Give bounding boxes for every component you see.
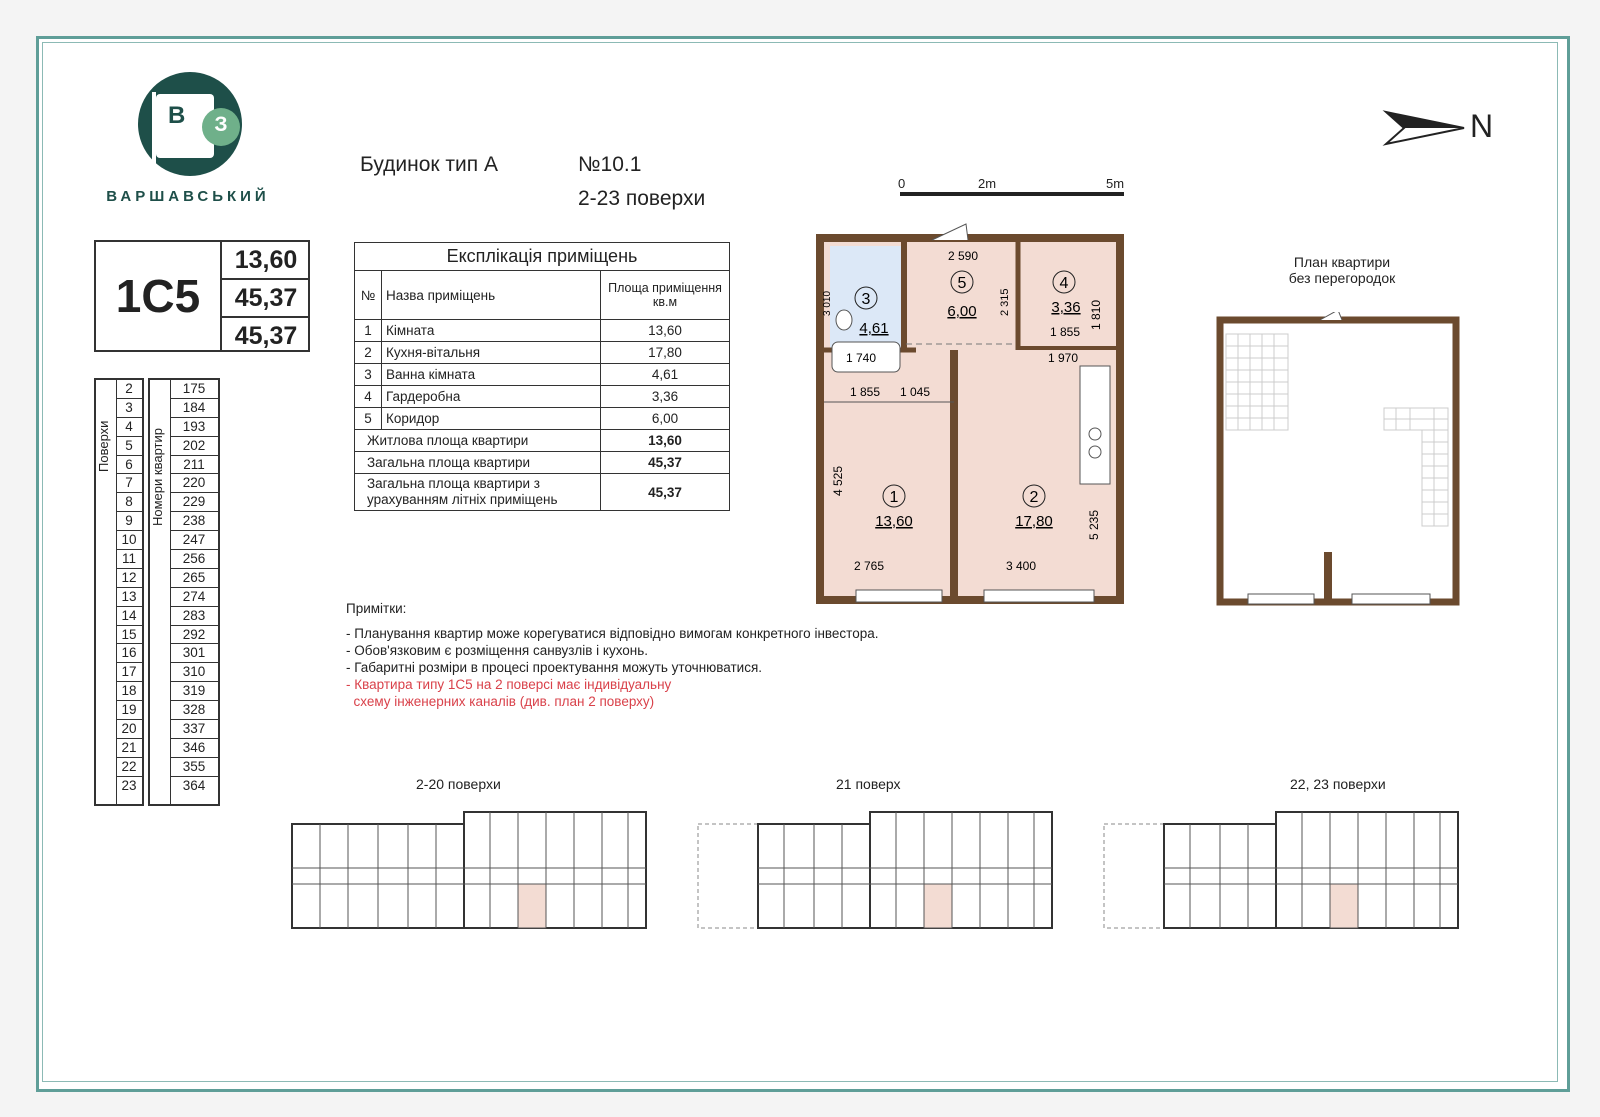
floor-cell: 17 — [116, 663, 142, 682]
apartment-code: 1С5 — [115, 270, 201, 322]
floors-label: Поверхи — [96, 420, 111, 472]
table-row: 4 Гардеробна 3,36 — [355, 386, 730, 408]
floor-plan-21 — [696, 810, 1056, 932]
scale-bar — [900, 192, 1124, 196]
notes — [346, 600, 1006, 710]
apartment-number-cell: 310 — [170, 663, 218, 682]
floor-cell: 23 — [121, 777, 137, 793]
room-1-number: 1 — [889, 489, 899, 506]
floor-cell: 22 — [116, 758, 142, 777]
building-number: №10.1 — [578, 153, 642, 176]
room-2-number: 2 — [1029, 489, 1039, 506]
floor-cell: 9 — [116, 512, 142, 531]
room-3-number: 3 — [861, 291, 871, 308]
dim-label: 1 045 — [900, 385, 931, 399]
room-3-area: 4,61 — [859, 320, 889, 337]
note-item: - Габаритні розміри в процесі проектування можуть уточнюватися. — [346, 660, 763, 675]
open-plan-title: План квартири без перегородок — [1288, 254, 1396, 286]
logo-letter-v: В — [168, 102, 186, 129]
floor-cell: 20 — [116, 720, 142, 739]
brand-logo — [138, 72, 242, 176]
dim-label: 1 855 — [850, 385, 881, 399]
dim-label: 1 740 — [846, 351, 877, 365]
apartment-number-cell: 283 — [170, 607, 218, 626]
apartment-value-living: 13,60 — [222, 242, 310, 280]
total-area-row: Загальна площа квартири 45,37 — [355, 452, 730, 474]
apartment-number-cell: 184 — [170, 399, 218, 418]
apartment-number-cell: 364 — [182, 777, 206, 793]
floor-plan-label-22-23: 22, 23 поверхи — [1290, 776, 1386, 792]
floor-cell: 13 — [116, 588, 142, 607]
apartment-number-cell: 193 — [170, 418, 218, 437]
room-4-area: 3,36 — [1051, 299, 1081, 316]
room-4-number: 4 — [1059, 275, 1069, 292]
apartment-number-cell: 265 — [170, 569, 218, 588]
floor-cell: 10 — [116, 531, 142, 550]
floor-cell: 6 — [116, 456, 142, 475]
logo-pole — [152, 92, 156, 166]
floor-cell: 12 — [116, 569, 142, 588]
floors-apartments-table — [94, 378, 216, 806]
notes-title: Примітки: — [346, 601, 407, 616]
apartment-number-cell: 319 — [170, 682, 218, 701]
floor-cell: 21 — [116, 739, 142, 758]
note-red-line: схему інженерних каналів (див. план 2 поверху) — [346, 694, 655, 709]
room-5-area: 6,00 — [947, 303, 977, 320]
dim-label: 1 970 — [1048, 351, 1079, 365]
floor-cell: 8 — [116, 493, 142, 512]
apartment-floor-plan — [816, 220, 1128, 605]
explication-table — [354, 242, 730, 511]
logo-letter-z: З — [214, 113, 228, 136]
apartment-number-cell: 346 — [170, 739, 218, 758]
room-1-area: 13,60 — [875, 513, 913, 530]
dim-label: 2 765 — [854, 559, 885, 573]
floor-cell: 11 — [116, 550, 142, 569]
table-row: 1 Кімната 13,60 — [355, 320, 730, 342]
building-type: Будинок тип А — [360, 153, 498, 176]
note-item: - Планування квартир може корегуватися відповідно вимогам конкретного інвестора. — [346, 626, 879, 641]
floor-cell: 7 — [116, 474, 142, 493]
floor-cell: 5 — [116, 437, 142, 456]
note-item: - Обов'язковим є розміщення санвузлів і кухонь. — [346, 643, 649, 658]
apartment-number-cell: 355 — [170, 758, 218, 777]
apartment-value-total: 45,37 — [222, 280, 310, 318]
apartment-number-cell: 202 — [170, 437, 218, 456]
floor-cell: 18 — [116, 682, 142, 701]
dim-label: 4 525 — [831, 465, 845, 496]
col-name-header: Назва приміщень — [382, 271, 601, 320]
room-5-number: 5 — [957, 275, 967, 292]
apartment-value-summer: 45,37 — [234, 322, 298, 350]
room-2-area: 17,80 — [1015, 513, 1053, 530]
floor-cell: 2 — [116, 380, 142, 399]
apartment-number-cell: 220 — [170, 474, 218, 493]
dim-label: 3 400 — [1006, 559, 1037, 573]
apartment-number-cell: 274 — [170, 588, 218, 607]
apartment-number-cell: 238 — [170, 512, 218, 531]
north-arrow-icon — [1382, 106, 1472, 150]
dim-label: 3 010 — [822, 290, 833, 316]
dim-label: 5 235 — [1087, 509, 1101, 540]
north-label: N — [1470, 108, 1494, 144]
floor-plan-22-23 — [1102, 810, 1462, 932]
living-area-row: Житлова площа квартири 13,60 — [355, 430, 730, 452]
note-red-line: - Квартира типу 1С5 на 2 поверсі має індивідуальну — [346, 677, 672, 692]
floor-plan-label-2-20: 2-20 поверхи — [416, 776, 501, 792]
floor-cell: 14 — [116, 607, 142, 626]
dim-label: 2 315 — [999, 288, 1011, 316]
apartment-number-cell: 328 — [170, 701, 218, 720]
apartment-number-cell: 211 — [170, 456, 218, 475]
table-row: 5 Коридор 6,00 — [355, 408, 730, 430]
dim-label: 1 855 — [1050, 325, 1081, 339]
apartment-number-cell: 247 — [170, 531, 218, 550]
summer-area-row: Загальна площа квартири з урахуванням літніх приміщень 45,37 — [355, 474, 730, 511]
floor-cell: 4 — [116, 418, 142, 437]
apartment-number-cell: 301 — [170, 644, 218, 663]
floor-plan-label-21: 21 поверх — [836, 776, 901, 792]
apartment-number-cell: 256 — [170, 550, 218, 569]
floors-range: 2-23 поверхи — [578, 187, 706, 210]
apartment-number-cell: 292 — [170, 626, 218, 645]
apartment-number-cell: 337 — [170, 720, 218, 739]
col-area-header: Площа приміщення кв.м — [601, 271, 730, 320]
floor-plan-2-20 — [290, 810, 650, 932]
dim-label: 1 810 — [1089, 299, 1103, 330]
open-plan-drawing — [1216, 312, 1462, 608]
apartment-number-cell: 175 — [170, 380, 218, 399]
table-row: 3 Ванна кімната 4,61 — [355, 364, 730, 386]
brand-name: ВАРШАВСЬКИЙ — [106, 188, 270, 205]
floor-cell: 16 — [116, 644, 142, 663]
table-row: 2 Кухня-вітальня 17,80 — [355, 342, 730, 364]
floor-cell: 3 — [116, 399, 142, 418]
col-no-header: № — [355, 271, 382, 320]
floor-cell: 15 — [116, 626, 142, 645]
scale-label-0: 0 — [898, 176, 906, 191]
apartment-number-cell: 229 — [170, 493, 218, 512]
dim-label: 2 590 — [948, 249, 979, 263]
apartment-type-box — [94, 240, 310, 352]
scale-label-2m: 2m — [978, 176, 997, 191]
explication-title: Експлікація приміщень — [355, 243, 730, 271]
floor-cell: 19 — [116, 701, 142, 720]
apartment-numbers-label: Номери квартир — [150, 428, 165, 526]
scale-label-5m: 5m — [1106, 176, 1125, 191]
